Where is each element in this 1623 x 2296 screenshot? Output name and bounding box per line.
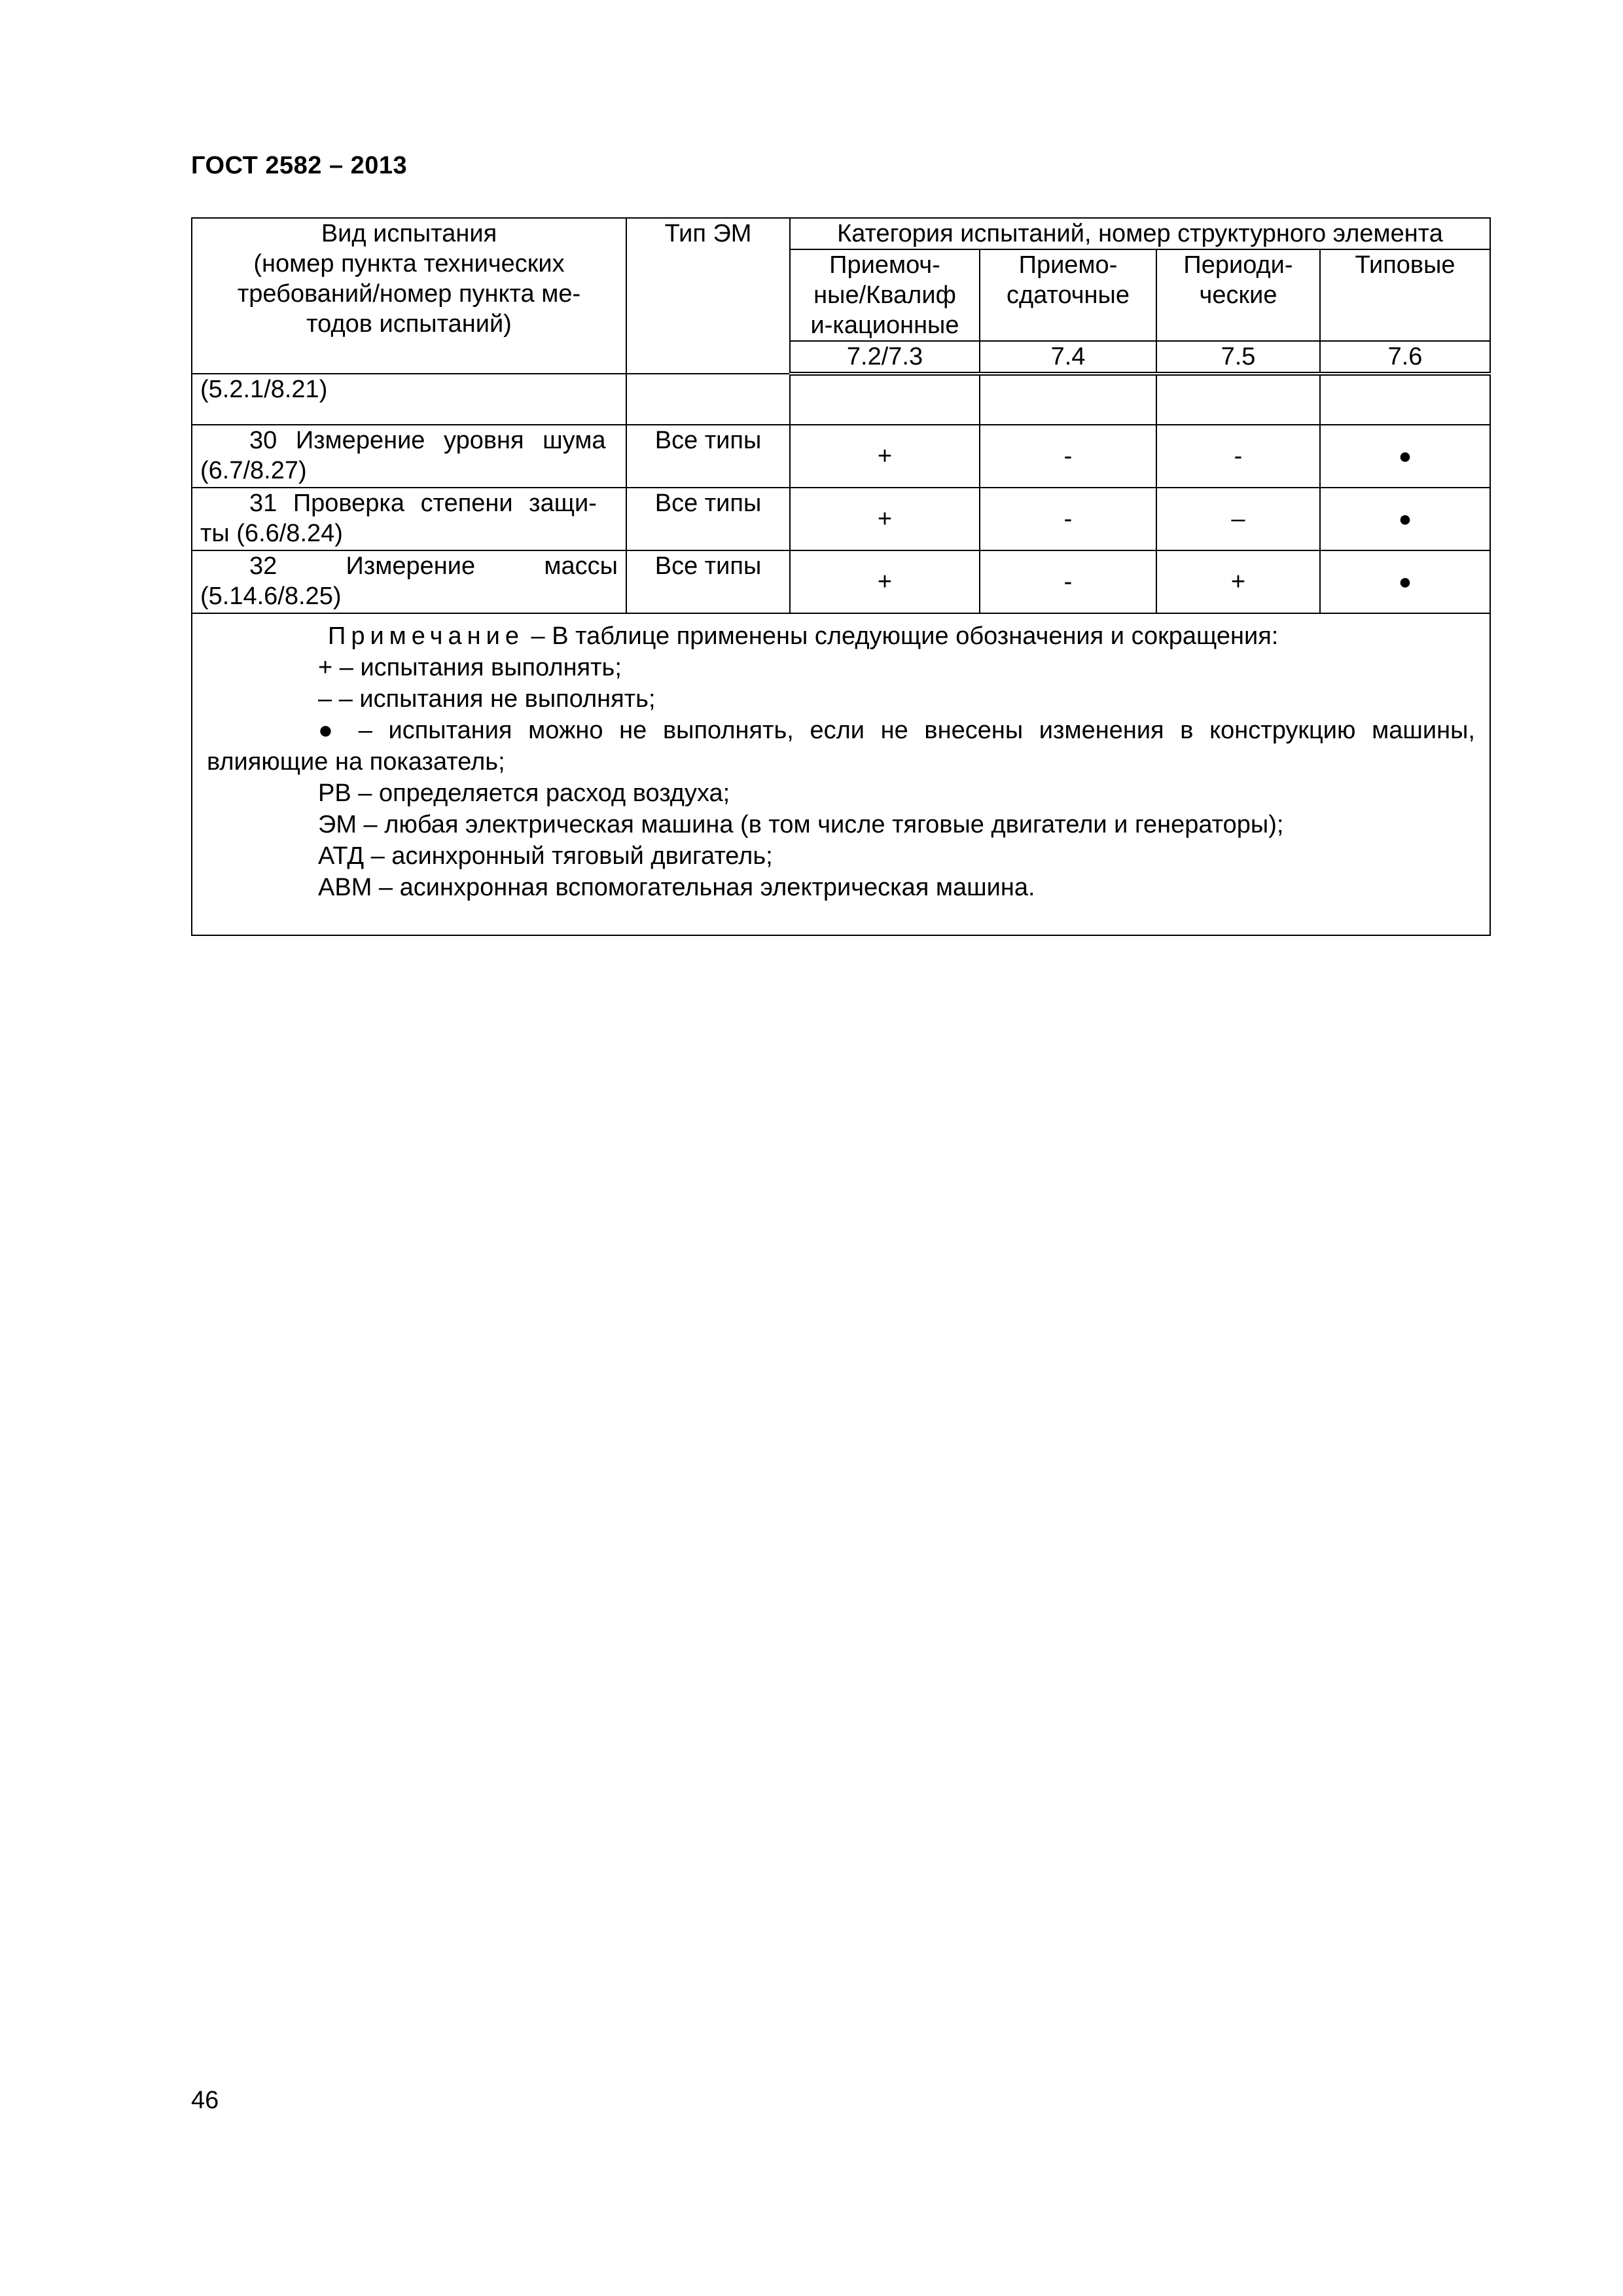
- row-mark-4: [1320, 374, 1490, 425]
- row-em-type: [626, 374, 790, 425]
- row-mark-2: -: [980, 488, 1156, 550]
- table-notes: [192, 613, 1490, 935]
- note-dot-continued: влияющие на показатель;: [207, 748, 505, 776]
- table-row: [192, 374, 1490, 425]
- note-intro: Примечание – В таблице применены следующие обозначения и сокращения:: [328, 622, 1279, 650]
- header-row-1: [192, 218, 1490, 249]
- note-atd: АТД – асинхронный тяговый двигатель;: [318, 842, 773, 870]
- header-cat-acceptance: Приемоч- ные/Квалиф и-кационные: [790, 249, 980, 341]
- note-minus: – – испытания не выполнять;: [318, 685, 656, 713]
- row-mark-1: +: [790, 425, 980, 488]
- row-test-name: 32 Измерение массы (5.14.6/8.25): [192, 550, 626, 613]
- row-em-type: Все типы: [626, 488, 790, 550]
- row-mark-1: [790, 374, 980, 425]
- test-categories-table: [191, 217, 1491, 936]
- header-cat-type: Типовые: [1320, 249, 1490, 341]
- row-mark-2: -: [980, 550, 1156, 613]
- header-num-2: 7.4: [980, 341, 1156, 374]
- row-mark-3: –: [1156, 488, 1320, 550]
- table-row: [192, 425, 1490, 488]
- notes-row: [192, 613, 1490, 935]
- row-test-name: 31 Проверка степени защи- ты (6.6/8.24): [192, 488, 626, 550]
- page-number: 46: [191, 2087, 219, 2114]
- row-mark-4: ●: [1320, 425, 1490, 488]
- note-title: Примечание: [328, 622, 524, 650]
- row-mark-4: ●: [1320, 550, 1490, 613]
- row-em-type: Все типы: [626, 425, 790, 488]
- note-em: ЭМ – любая электрическая машина (в том числе тяговые двигатели и генераторы);: [318, 811, 1284, 838]
- header-test-type: Вид испытания (номер пункта технических требований/номер пункта ме- тодов испытаний): [192, 218, 626, 374]
- row-mark-1: +: [790, 488, 980, 550]
- header-category-group: Категория испытаний, номер структурного элемента: [790, 218, 1490, 249]
- header-num-1: 7.2/7.3: [790, 341, 980, 374]
- row-mark-2: [980, 374, 1156, 425]
- document-header: ГОСТ 2582 – 2013: [191, 152, 408, 179]
- note-avm: АВМ – асинхронная вспомогательная электрическая машина.: [318, 874, 1035, 901]
- row-mark-2: -: [980, 425, 1156, 488]
- header-cat-periodic: Периоди- ческие: [1156, 249, 1320, 341]
- row-mark-1: +: [790, 550, 980, 613]
- header-cat-delivery: Приемо- сдаточные: [980, 249, 1156, 341]
- header-num-3: 7.5: [1156, 341, 1320, 374]
- row-mark-3: +: [1156, 550, 1320, 613]
- row-mark-3: -: [1156, 425, 1320, 488]
- header-num-4: 7.6: [1320, 341, 1490, 374]
- table-row: [192, 550, 1490, 613]
- note-dot: ● – испытания можно не выполнять, если не внесены изменения в конструкцию машины,: [318, 717, 1475, 744]
- row-test-name: (5.2.1/8.21): [192, 374, 626, 425]
- row-em-type: Все типы: [626, 550, 790, 613]
- header-em-type: Тип ЭМ: [626, 218, 790, 374]
- note-rv: РВ – определяется расход воздуха;: [318, 780, 730, 807]
- table-row: [192, 488, 1490, 550]
- note-plus: + – испытания выполнять;: [318, 654, 622, 681]
- row-test-name: 30 Измерение уровня шума (6.7/8.27): [192, 425, 626, 488]
- row-mark-4: ●: [1320, 488, 1490, 550]
- row-mark-3: [1156, 374, 1320, 425]
